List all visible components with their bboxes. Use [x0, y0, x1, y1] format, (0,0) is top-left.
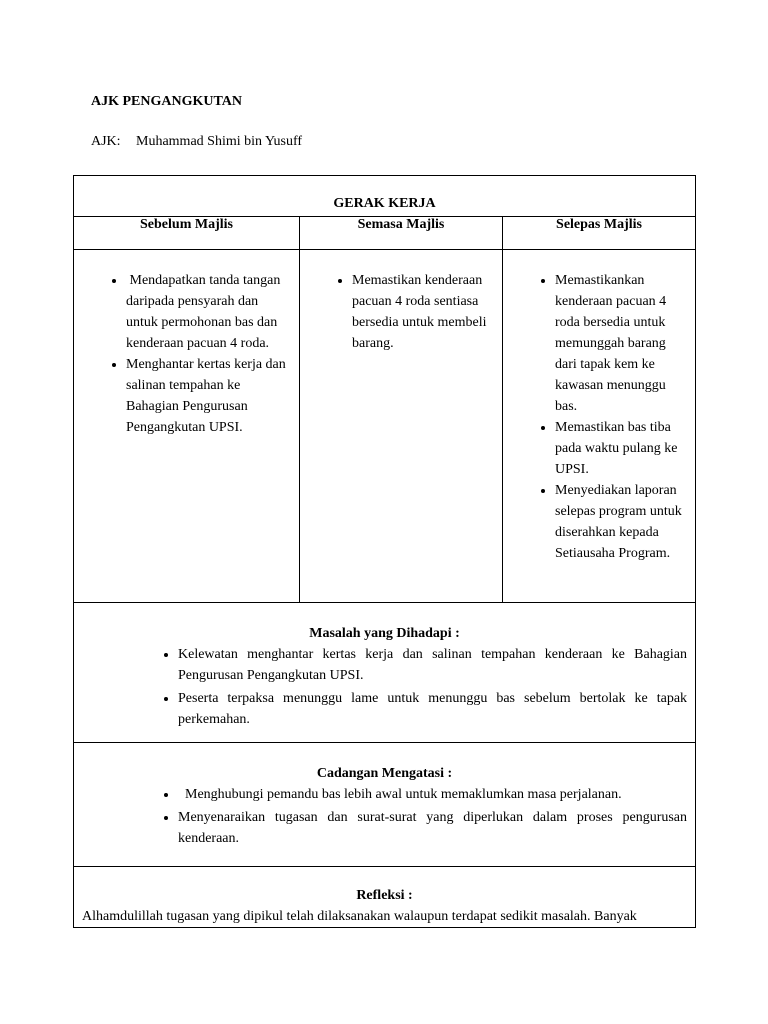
list-item: • Mendapatkan tanda tangan daripada pensyarah dan untuk permohonan bas dan kenderaan pacuan 4 roda. — [126, 270, 291, 354]
list-item: • Peserta terpaksa menunggu lame untuk menunggu bas sebelum bertolak ke tapak perkemahan. — [178, 688, 687, 730]
work-plan-table — [73, 175, 696, 928]
committee-member-name: Muhammad Shimi bin Yusuff — [136, 134, 303, 149]
column-before-tasks — [74, 250, 300, 603]
column-header-after: Selepas Majlis — [503, 217, 696, 250]
problems-section — [74, 603, 696, 743]
problems-title: Masalah yang Dihadapi : — [309, 626, 460, 641]
table-title: GERAK KERJA — [333, 196, 436, 211]
column-header-before: Sebelum Majlis — [74, 217, 300, 250]
document-heading: AJK PENGANGKUTAN — [91, 94, 243, 109]
list-item: • Menghubungi pemandu bas lebih awal untuk memaklumkan masa perjalanan. — [178, 784, 687, 805]
list-item: • Memastikankan kenderaan pacuan 4 roda bersedia untuk memunggah barang dari tapak kem ke kawasan menunggu bas. — [555, 270, 687, 417]
list-item: • Kelewatan menghantar kertas kerja dan salinan tempahan kenderaan ke Bahagian Pengurusan Pengangkutan UPSI. — [178, 644, 687, 686]
reflection-title: Refleksi : — [356, 888, 413, 903]
list-item: • Menghantar kertas kerja dan salinan tempahan ke Bahagian Pengurusan Pengangkutan UPSI. — [126, 354, 291, 438]
list-item: • Menyenaraikan tugasan dan surat-surat yang diperlukan dalam proses pengurusan kenderaan. — [178, 807, 687, 849]
solutions-title: Cadangan Mengatasi : — [316, 766, 453, 781]
solutions-section — [74, 743, 696, 867]
column-during-tasks — [300, 250, 503, 603]
table-title-cell — [74, 176, 696, 217]
committee-label: AJK: — [91, 134, 121, 149]
list-item: • Memastikan bas tiba pada waktu pulang ke UPSI. — [555, 417, 687, 480]
column-after-tasks — [503, 250, 696, 603]
reflection-section — [74, 867, 696, 928]
column-header-during: Semasa Majlis — [300, 217, 503, 250]
reflection-text: Alhamdulillah tugasan yang dipikul telah dilaksanakan walaupun terdapat sedikit masalah. Banyak — [82, 909, 637, 924]
committee-member-line — [91, 134, 302, 150]
list-item: • Memastikan kenderaan pacuan 4 roda sentiasa bersedia untuk membeli barang. — [352, 270, 494, 354]
list-item: • Menyediakan laporan selepas program untuk diserahkan kepada Setiausaha Program. — [555, 480, 687, 564]
